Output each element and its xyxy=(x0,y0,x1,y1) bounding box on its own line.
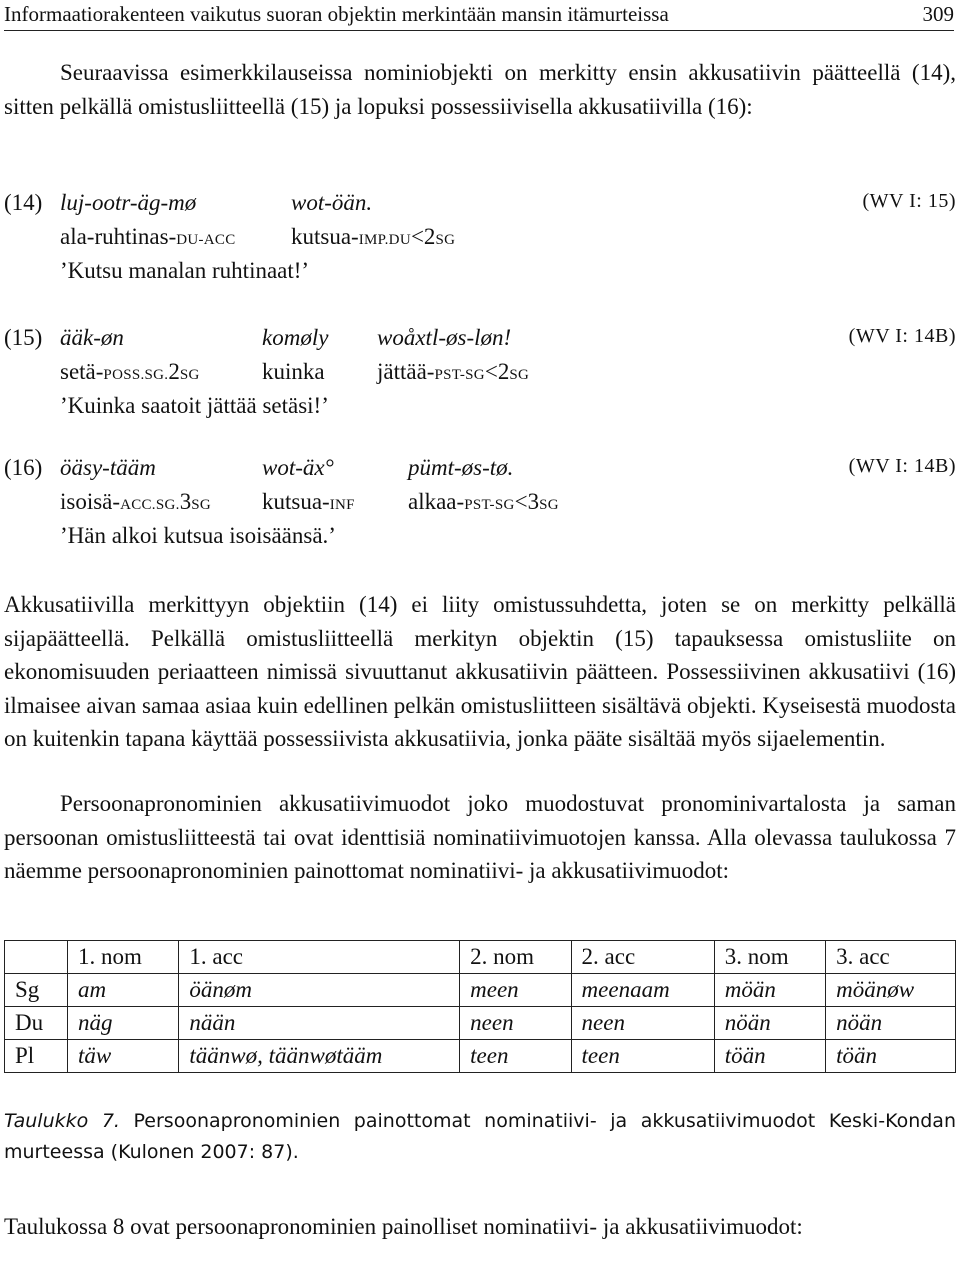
gloss-abbrev: SG xyxy=(539,497,559,513)
table-row-label: Pl xyxy=(5,1040,68,1073)
example-word: woåxtl-øs-løn! xyxy=(377,325,512,350)
example-translation-line xyxy=(4,393,956,425)
gloss-base: alkaa- xyxy=(408,489,465,514)
example-source: (WV I: 15) xyxy=(862,190,956,212)
table-cell: nöän xyxy=(826,1007,956,1040)
gloss-base: setä- xyxy=(60,359,104,384)
page-number: 309 xyxy=(922,2,954,26)
table-cell: am xyxy=(68,974,179,1007)
running-header xyxy=(4,0,954,31)
gloss-abbrev: DU-ACC xyxy=(176,232,236,248)
table-header-cell: 2. nom xyxy=(460,941,571,974)
gloss-abbrev: SG xyxy=(191,497,211,513)
gloss xyxy=(262,359,325,385)
table-cell: neen xyxy=(571,1007,714,1040)
gloss-abbrev: POSS.SG. xyxy=(103,367,169,383)
example-number: (16) xyxy=(4,455,43,480)
example-form-line xyxy=(4,325,956,357)
gloss-base: isoisä- xyxy=(60,489,121,514)
table-header-cell: 3. nom xyxy=(714,941,825,974)
example-word: wot-äx° xyxy=(262,455,334,480)
table-cell: öänøm xyxy=(179,974,460,1007)
table-cell: meenaam xyxy=(571,974,714,1007)
example-gloss-line xyxy=(4,489,956,521)
table-cell: nöän xyxy=(714,1007,825,1040)
gloss-tail: 3 xyxy=(179,489,192,514)
gloss-abbrev: SG xyxy=(509,367,530,383)
example-form-line xyxy=(4,190,956,222)
table-cell: neen xyxy=(460,1007,571,1040)
gloss-abbrev: SG xyxy=(435,232,456,248)
table-row-label: Sg xyxy=(5,974,68,1007)
gloss-abbrev: SG xyxy=(179,367,200,383)
table-cell: nään xyxy=(179,1007,460,1040)
example-source: (WV I: 14B) xyxy=(848,325,956,347)
table-row xyxy=(5,1040,956,1073)
example-translation: ’Kutsu manalan ruhtinaat!’ xyxy=(60,258,310,283)
example-translation-line xyxy=(4,258,956,290)
gloss-abbrev: IMP.DU xyxy=(358,232,411,248)
gloss-tail: <2 xyxy=(484,359,510,384)
table-cell: möänøw xyxy=(826,974,956,1007)
gloss-abbrev: PST-SG xyxy=(464,497,515,513)
table-cell: teen xyxy=(460,1040,571,1073)
running-title: Informaatiorakenteen vaikutus suoran objektin merkintään mansin itämurteissa xyxy=(4,2,669,26)
example-translation-line xyxy=(4,523,956,555)
example-gloss-line xyxy=(4,359,956,391)
caption-label: Taulukko 7. xyxy=(4,1110,120,1132)
table-row xyxy=(5,1007,956,1040)
gloss xyxy=(291,224,455,250)
example-word: wot-öän. xyxy=(291,190,373,215)
gloss-abbrev: INF xyxy=(329,497,355,513)
table-header-cell xyxy=(5,941,68,974)
table-cell: töän xyxy=(826,1040,956,1073)
gloss-tail: <3 xyxy=(514,489,540,514)
gloss-abbrev: PST-SG xyxy=(434,367,485,383)
example-word: öäsy-tääm xyxy=(60,455,156,480)
table-header-cell: 1. acc xyxy=(179,941,460,974)
table-row xyxy=(5,974,956,1007)
gloss-base: kutsua- xyxy=(262,489,330,514)
gloss xyxy=(262,489,355,515)
body-paragraph-3: Persoonapronominien akkusatiivimuodot joko muodostuvat pronominivartalosta ja saman persoonan omistusliitteestä tai ovat identtisiä nominatiivimuotojen kanssa. Alla olevassa taulukossa 7 näemme persoonapronominien painottomat nominatiivi- ja akkusatiivimuodot: xyxy=(4,791,956,883)
pronoun-table xyxy=(4,940,956,1073)
table-caption xyxy=(4,1106,956,1168)
gloss xyxy=(408,489,559,515)
gloss-base: ala-ruhtinas- xyxy=(60,224,177,249)
table-header-cell: 2. acc xyxy=(571,941,714,974)
example-word: komøly xyxy=(262,325,329,350)
table-cell: täänwø, täänwøtääm xyxy=(179,1040,460,1073)
body-paragraph-2: Akkusatiivilla merkittyyn objektiin (14) ei liity omistussuhdetta, joten se on merkitty pelkällä sijapäätteellä. Pelkällä omistusliitteellä merkityn objektin (15) tapauksessa omistusliite on ekonomisuuden periaatteen nimissä sivuuttanut akkusatiivin päätteen. Possessiivinen akkusatiivi (16) ilmaisee aivan samaa asiaa kuin edellinen pelkän omistusliitteen sisältävä objekti. Kyseisestä muodosta on kuitenkin tapana käyttää possessiivista akkusatiivia, jonka pääte sisältää myös sijaelementin. xyxy=(4,592,956,751)
example-word: luj-ootr-äg-mø xyxy=(60,190,197,215)
gloss xyxy=(60,359,200,385)
intro-paragraph: Seuraavissa esimerkkilauseissa nominiobjekti on merkitty ensin akkusatiivin päätteellä (14), sitten pelkällä omistusliitteellä (15) ja lopuksi possessiivisella akkusatiivilla (16): xyxy=(4,60,956,119)
table-header-row xyxy=(5,941,956,974)
table-cell: meen xyxy=(460,974,571,1007)
example-source: (WV I: 14B) xyxy=(848,455,956,477)
table-cell: täw xyxy=(68,1040,179,1073)
example-number: (14) xyxy=(4,190,43,215)
gloss-base: kuinka xyxy=(262,359,325,384)
example-gloss-line xyxy=(4,224,956,256)
example-translation: ’Kuinka saatoit jättää setäsi!’ xyxy=(60,393,329,418)
gloss-abbrev: ACC.SG. xyxy=(120,497,180,513)
gloss-tail: 2 xyxy=(168,359,180,384)
gloss-tail: <2 xyxy=(410,224,436,249)
table-row-label: Du xyxy=(5,1007,68,1040)
caption-text: Persoonapronominien painottomat nominatiivi- ja akkusatiivimuodot Keski-Kondan murteessa (Kulonen 2007: 87). xyxy=(4,1110,956,1163)
gloss-base: kutsua- xyxy=(291,224,359,249)
table-cell: töän xyxy=(714,1040,825,1073)
example-number: (15) xyxy=(4,325,43,350)
gloss-base: jättää- xyxy=(377,359,435,384)
gloss xyxy=(377,359,529,385)
table-cell: teen xyxy=(571,1040,714,1073)
table-cell: näg xyxy=(68,1007,179,1040)
table-cell: möän xyxy=(714,974,825,1007)
table-header-cell: 3. acc xyxy=(826,941,956,974)
example-word: pümt-øs-tø. xyxy=(408,455,514,480)
example-form-line xyxy=(4,455,956,487)
table-header-cell: 1. nom xyxy=(68,941,179,974)
gloss xyxy=(60,489,211,515)
body-paragraph-4: Taulukossa 8 ovat persoonapronominien painolliset nominatiivi- ja akkusatiivimuodot: xyxy=(4,1214,803,1239)
example-word: ääk-øn xyxy=(60,325,124,350)
gloss xyxy=(60,224,236,250)
example-translation: ’Hän alkoi kutsua isoisäänsä.’ xyxy=(60,523,336,548)
